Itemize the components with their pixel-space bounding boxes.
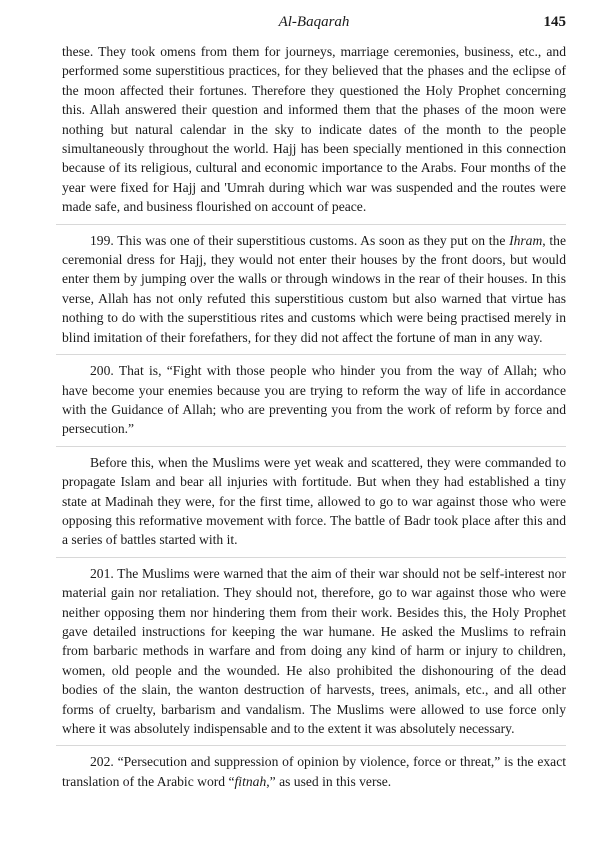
paragraph-text: 201. The Muslims were warned that the aim of their war should not be self-interest nor material gain nor retaliation. They should not, therefore, go to war against those who were neither opposing them nor hindering them from their work. Besides this, the Holy Prophet gave detailed instructions for keeping the war humane. He asked the Muslims to refrain from barbaric methods in warfare and from doing any kind of harm or injury to children, women, old people and the wounded. He also prohibited the dishonouring of the dead bodies of the slain, the wanton destruction of harvests, trees, animals, etc., and all other forms of cruelty, barbarism and vandalism. The Muslims were allowed to use force only where it was absolutely indispensable and to the extent it was absolutely necessary. [62, 565, 566, 736]
paragraph-divider [56, 446, 566, 447]
note-199 [62, 231, 566, 347]
page-number: 145 [543, 14, 566, 30]
note-200 [62, 361, 566, 439]
note-201 [62, 564, 566, 739]
paragraph-divider [56, 354, 566, 355]
paragraph-continuation [62, 42, 566, 217]
paragraph-divider [56, 557, 566, 558]
page-header [62, 14, 566, 42]
note-202 [62, 752, 566, 791]
italic-term: Ihram [509, 232, 543, 248]
paragraph-divider [56, 745, 566, 746]
note-200-continued [62, 453, 566, 550]
running-title: Al-Baqarah [278, 14, 350, 30]
paragraph-text: these. They took omens from them for journeys, marriage ceremonies, business, etc., and performed some superstitious practices, for they believed that the phases and the eclipse of the moon affected their fortunes. Therefore they questioned the Holy Prophet concerning this. Allah answered their question and informed them that the phases of the moon were nothing but natural calendar in the sky to indicate dates of the month to the people simultaneously throughout the world. Hajj has been specially mentioned in this connection because of its religious, cultural and economic importance to the Arabs. Four months of the year were fixed for Hajj and 'Umrah during which war was suspended and the routes were made safe, and business flourished on account of peace. [62, 44, 566, 215]
paragraph-text: 199. This was one of their superstitious customs. As soon as they put on the [90, 232, 510, 248]
paragraph-text: 202. “Persecution and suppression of opinion by violence, force or threat,” is the exact translation of the Arabic word “ [62, 754, 566, 789]
commentary-body [62, 42, 566, 791]
paragraph-text: Before this, when the Muslims were yet weak and scattered, they were commanded to propagate Islam and bear all injuries with fortitude. But when they had established a tiny state at Madinah they were, for the first time, allowed to go to war against those who were opposing this reformative movement with force. The battle of Badr took place after this and a series of battles started with it. [62, 454, 566, 548]
italic-term: fitnah [234, 773, 267, 789]
paragraph-divider [56, 224, 566, 225]
paragraph-text: , the ceremonial dress for Hajj, they would not enter their houses by the front doors, but would enter them by jumping over the walls or through windows in the rear of their houses. In this verse, Allah has not only refuted this superstitious custom but also warned that virtue has nothing to do with the superstitious rites and customs which were being practised merely in blind imitation of their forefathers, for they did not affect the fortune of man in any way. [62, 232, 566, 345]
paragraph-text: 200. That is, “Fight with those people who hinder you from the way of Allah; who have become your enemies because you are trying to reform the way of life in accordance with the Guidance of Allah; who are preventing you from the work of reform by force and persecution.” [62, 363, 566, 437]
paragraph-text: ,” as used in this verse. [266, 773, 392, 789]
